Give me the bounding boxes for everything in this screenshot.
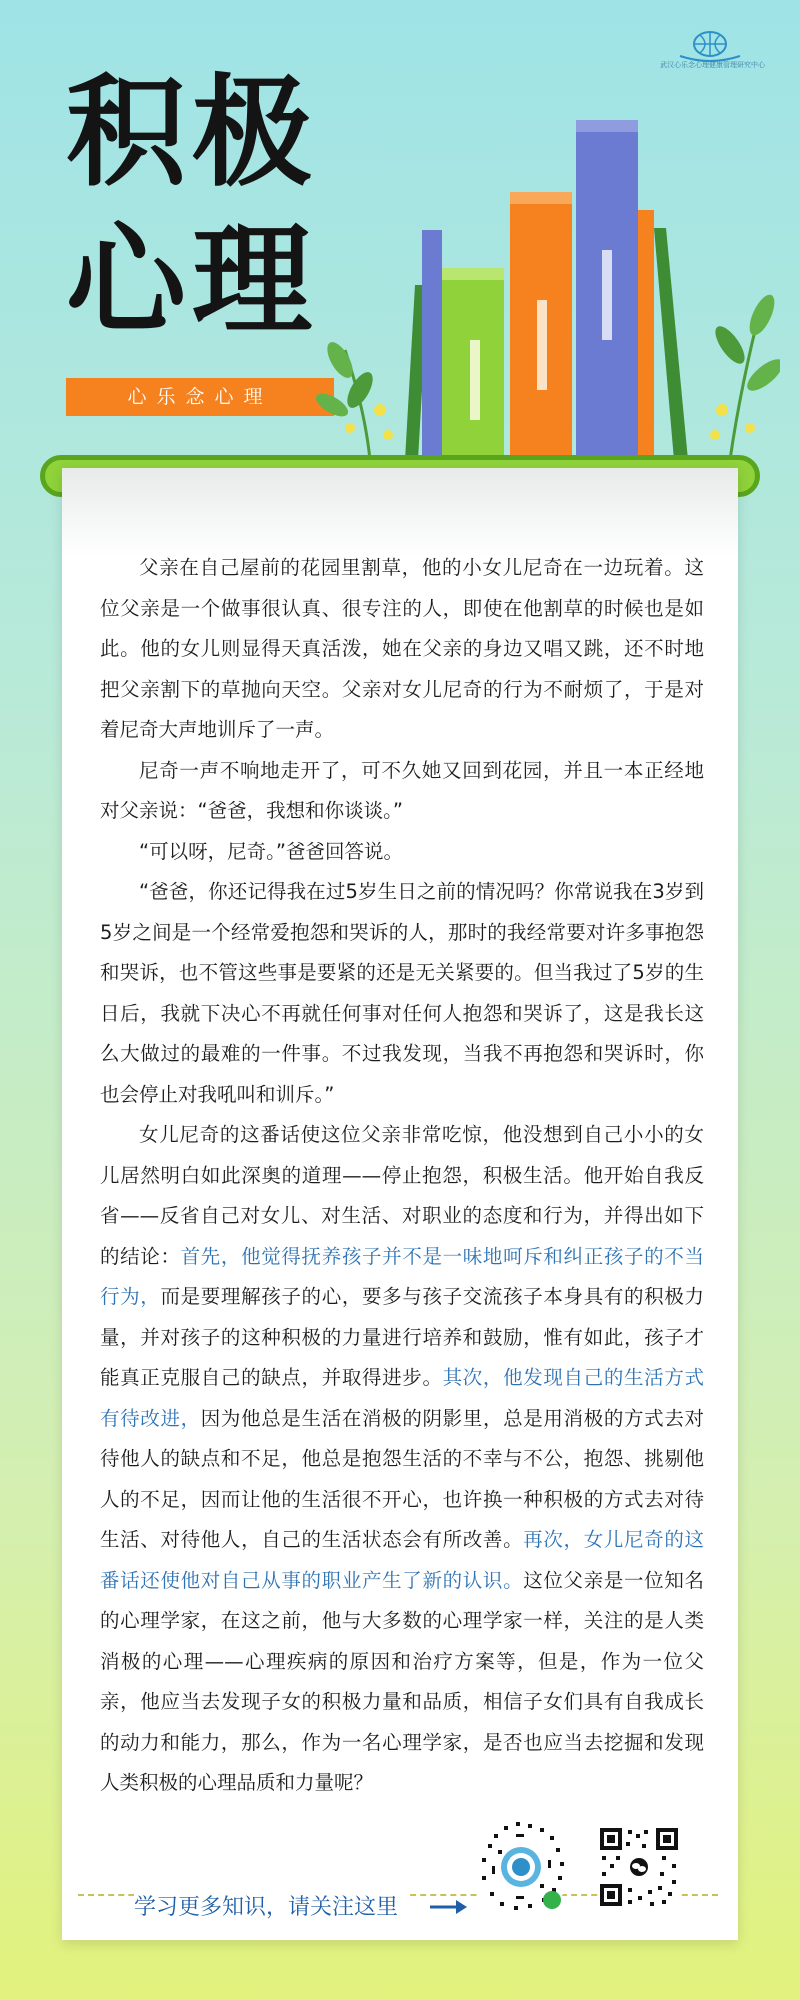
paragraph-2: 尼奇一声不响地走开了，可不久她又回到花园，并且一本正经地对父亲说：“爸爸，我想和你谈谈。” [100, 758, 704, 822]
highlight-first: 首先，他觉得抚养孩子并不是一味地呵斥和纠正孩子的不当行为， [100, 1244, 704, 1308]
paragraph-5-text: 而是要理解孩子的心，要多与孩子交流孩子本身具有的积极力量，并对孩子的这种积极的力量进行培养和鼓励，惟有如此，孩子才能真正克服自己的缺点，并取得进步。 [100, 1285, 704, 1389]
follow-prompt: 学习更多知识，请关注这里 [134, 1890, 410, 1921]
arrow-right-icon [430, 1899, 468, 1915]
paragraph-3: “可以呀，尼奇。”爸爸回答说。 [139, 839, 403, 863]
highlight-second: 其次，他发现自己的生活方式有待改进， [100, 1366, 704, 1430]
wechat-qr-icon[interactable] [598, 1826, 680, 1908]
paragraph-5-text: 因为他总是生活在消极的阴影里，总是用消极的方式去对待他人的缺点和不足，他总是抱怨生活的不幸与不公，抱怨、挑剔他人的不足，因而让他的生活很不开心，也许换一种积极的方式去对待生活、对待他人，自己的生活状态会有所改善。 [100, 1406, 704, 1551]
paragraph-5-text: 这位父亲是一位知名的心理学家，在这之前，他与大多数的心理学家一样，关注的是人类消极的心理——心理疾病的原因和治疗方案等，但是，作为一位父亲，他应当去发现子女的积极力量和品质，相信子女们具有自我成长的动力和能力，那么，作为一名心理学家，是否也应当去挖掘和发现人类积极的心理品质和力量呢？ [100, 1568, 704, 1794]
brand-logo [660, 26, 765, 80]
subtitle-banner: 心乐念心理 [66, 378, 334, 416]
highlight-third: 再次，女儿尼奇的这番话还使他对自己从事的职业产生了新的认识。 [100, 1528, 704, 1592]
right-plant-icon [710, 291, 780, 460]
paragraph-4: “爸爸，你还记得我在过5岁生日之前的情况吗？你常说我在3岁到5岁之间是一个经常爱抱怨和哭诉的人，那时的我经常要对许多事抱怨和哭诉，也不管这些事是要紧的还是无关紧要的。但当我过了5岁的生日后，我就下决心不再就任何事对任何人抱怨和哭诉了，这是我长这么大做过的最难的一件事。不过我发现，当我不再抱怨和哭诉时，你也会停止对我吼叫和训斥。” [100, 880, 704, 1106]
paragraph-5 [100, 1115, 704, 1804]
mini-program-qr-icon[interactable] [468, 1814, 574, 1920]
books-illustration [310, 110, 780, 460]
page-title-line-1: 积极 [66, 64, 318, 203]
logo-caption: 武汉心乐念心理健康管理研究中心 [660, 61, 765, 69]
page-title-line-2: 心理 [66, 212, 318, 351]
left-plant-icon [312, 338, 393, 460]
paragraph-1: 父亲在自己屋前的花园里割草，他的小女儿尼奇在一边玩着。这位父亲是一个做事很认真、很专注的人，即使在他割草的时候也是如此。他的女儿则显得天真活泼，她在父亲的身边又唱又跳，还不时地把父亲割下的草抛向天空。父亲对女儿尼奇的行为不耐烦了，于是对着尼奇大声地训斥了一声。 [100, 556, 704, 741]
article-body [100, 548, 704, 1804]
paragraph-5-text: 女儿尼奇的这番话使这位父亲非常吃惊，他没想到自己小小的女儿居然明白如此深奥的道理——停止抱怨，积极生活。他开始自我反省——反省自己对女儿、对生活、对职业的态度和行为，并得出如下的结论： [100, 1123, 704, 1268]
